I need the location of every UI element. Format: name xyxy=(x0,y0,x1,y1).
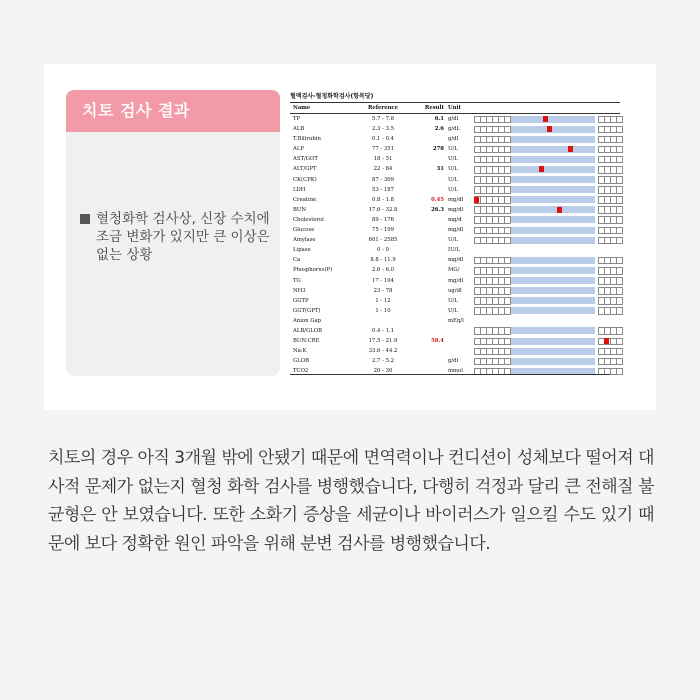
range-cell xyxy=(616,196,623,204)
range-bar xyxy=(474,136,610,143)
range-bar xyxy=(474,116,610,123)
row-unit: U/L xyxy=(448,307,458,314)
range-bar xyxy=(474,206,610,213)
range-cell xyxy=(504,237,511,245)
row-name: GLOB xyxy=(293,358,309,365)
row-result: 2.6 xyxy=(434,126,444,133)
range-cell xyxy=(504,196,511,204)
range-cell xyxy=(616,267,623,275)
row-unit: mg/dl xyxy=(448,257,464,264)
row-reference: 1 - 10 xyxy=(375,307,391,314)
row-reference: 22 - 84 xyxy=(373,166,393,173)
normal-range-band xyxy=(511,307,595,314)
card-title: 치토 검사 결과 xyxy=(66,90,280,132)
row-unit: g/dl xyxy=(448,358,459,365)
report-row xyxy=(290,255,620,265)
square-bullet-icon xyxy=(80,214,90,224)
row-reference: 23 - 78 xyxy=(373,287,393,294)
normal-range-band xyxy=(511,348,595,355)
report-bottom-rule xyxy=(290,374,610,375)
range-cell xyxy=(504,348,511,356)
range-cell xyxy=(504,287,511,295)
range-cell xyxy=(616,227,623,235)
row-name: BUN xyxy=(293,206,306,213)
row-name: T.Bilirubin xyxy=(293,136,321,143)
range-cell xyxy=(616,237,623,245)
row-reference: 0.4 - 1.1 xyxy=(371,327,394,334)
range-cell xyxy=(616,277,623,285)
row-name: Glucose xyxy=(293,227,315,234)
normal-range-band xyxy=(511,277,595,284)
row-unit: U/L xyxy=(448,297,458,304)
normal-range-band xyxy=(511,267,595,274)
row-unit: U/L xyxy=(448,186,458,193)
row-reference: 89 - 176 xyxy=(371,216,394,223)
row-unit: U/L xyxy=(448,156,458,163)
row-unit: U/L xyxy=(448,176,458,183)
row-unit: U/L xyxy=(448,146,458,153)
range-cell xyxy=(616,287,623,295)
range-bar xyxy=(474,237,610,244)
range-cell xyxy=(504,176,511,184)
normal-range-band xyxy=(511,237,595,244)
range-bar xyxy=(474,358,610,365)
range-cell xyxy=(616,206,623,214)
normal-range-band xyxy=(511,206,595,213)
row-reference: 0.1 - 0.4 xyxy=(371,136,394,143)
row-name: TP xyxy=(293,116,301,122)
range-cell xyxy=(504,338,511,346)
report-row xyxy=(290,326,620,336)
result-marker xyxy=(568,146,573,152)
range-cell xyxy=(616,257,623,265)
normal-range-band xyxy=(511,358,595,365)
row-reference: 2.7 - 5.2 xyxy=(371,358,394,365)
report-title: 혈액검사-혈청화학검사(항목당) xyxy=(290,93,374,100)
normal-range-band xyxy=(511,166,595,173)
range-bar xyxy=(474,257,610,264)
range-cell xyxy=(504,186,511,194)
row-reference: 0 - 0 xyxy=(377,247,389,254)
range-bar xyxy=(474,216,610,223)
range-cell xyxy=(616,348,623,356)
header-name: Name xyxy=(293,105,311,111)
normal-range-band xyxy=(511,338,595,345)
normal-range-band xyxy=(511,196,595,203)
normal-range-band xyxy=(511,227,595,234)
normal-range-band xyxy=(511,327,595,334)
range-cell xyxy=(616,126,623,134)
range-bar xyxy=(474,338,610,345)
row-unit: mg/dl xyxy=(448,227,464,234)
row-name: GGTP xyxy=(293,297,309,304)
range-cell xyxy=(616,358,623,366)
row-reference: 18 - 51 xyxy=(373,156,393,163)
range-cell xyxy=(504,227,511,235)
row-result: 58.4 xyxy=(431,338,444,345)
row-unit: ug/dl xyxy=(448,287,462,294)
report-row xyxy=(290,296,620,306)
row-reference: 17 - 104 xyxy=(371,277,394,284)
row-unit: MG/ xyxy=(448,267,460,274)
row-name: ALP xyxy=(293,146,304,153)
row-name: Anion Gap xyxy=(293,317,321,324)
report-row xyxy=(290,114,620,124)
range-bar xyxy=(474,348,610,355)
range-cell xyxy=(504,297,511,305)
row-reference: 601 - 2585 xyxy=(368,237,398,244)
card-summary xyxy=(80,210,272,264)
row-name: BUN:CRE xyxy=(293,338,320,345)
normal-range-band xyxy=(511,136,595,143)
row-name: Lipase xyxy=(293,247,311,254)
range-bar xyxy=(474,287,610,294)
report-row xyxy=(290,124,620,134)
range-bar xyxy=(474,267,610,274)
report-row xyxy=(290,265,620,275)
range-cell xyxy=(504,206,511,214)
row-result: 278 xyxy=(432,146,444,153)
report-row xyxy=(290,144,620,154)
range-cell xyxy=(616,116,623,124)
normal-range-band xyxy=(511,257,595,264)
range-cell xyxy=(616,166,623,174)
row-unit: mg/dl xyxy=(448,196,464,203)
row-name: AST/GOT xyxy=(293,156,318,163)
row-name: LDH xyxy=(293,186,306,193)
row-name: GGT(GPT) xyxy=(293,307,321,314)
report-row xyxy=(290,225,620,235)
report-row xyxy=(290,346,620,356)
result-card xyxy=(66,90,280,376)
report-row xyxy=(290,316,620,326)
range-bar xyxy=(474,176,610,183)
row-reference: 77 - 351 xyxy=(371,146,394,153)
range-cell xyxy=(616,297,623,305)
report-row xyxy=(290,164,620,174)
report-row xyxy=(290,306,620,316)
row-unit: mEq/l xyxy=(448,317,464,324)
range-bar xyxy=(474,156,610,163)
range-cell xyxy=(504,257,511,265)
range-bar xyxy=(474,277,610,284)
range-cell xyxy=(616,338,623,346)
row-name: CK(CPK) xyxy=(293,176,317,183)
header-unit: Unit xyxy=(448,105,461,111)
normal-range-band xyxy=(511,146,595,153)
row-unit: mg/dl xyxy=(448,277,464,284)
report-row xyxy=(290,195,620,205)
report-row xyxy=(290,276,620,286)
normal-range-band xyxy=(511,156,595,163)
range-cell xyxy=(616,176,623,184)
report-header-row xyxy=(290,102,620,114)
row-name: NH3 xyxy=(293,287,306,294)
range-cell xyxy=(616,327,623,335)
range-bar xyxy=(474,307,610,314)
row-reference: 87 - 309 xyxy=(371,176,394,183)
range-bar xyxy=(474,196,610,203)
row-name: ALB/GLOB xyxy=(293,327,323,334)
caption-text: 치토의 경우 아직 3개월 밖에 안됐기 때문에 면역력이나 컨디션이 성체보다 떨어져 대사적 문제가 없는지 혈청 화학 검사를 병행했습니다, 다행히 걱정과 달리 큰 전해질 불균형은 안 보였습니다. 또한 소화기 증상을 세균이나 바이러스가 일으킬 수도 있기 때문에 보다 정확한 원인 파악을 위해 분변 검사를 병행했습니다. xyxy=(48,448,654,554)
row-name: Amylase xyxy=(293,237,316,244)
range-cell xyxy=(504,166,511,174)
result-marker xyxy=(604,338,609,344)
range-cell xyxy=(504,358,511,366)
normal-range-band xyxy=(511,186,595,193)
row-reference: 5.7 - 7.8 xyxy=(371,116,394,122)
range-cell xyxy=(616,146,623,154)
report-row xyxy=(290,175,620,185)
row-name: ALT/GPT xyxy=(293,166,317,173)
row-unit: g/dl xyxy=(448,136,459,143)
row-unit: g/dl xyxy=(448,116,459,122)
result-marker xyxy=(474,197,479,203)
row-name: Cholesterol xyxy=(293,216,324,223)
range-cell xyxy=(616,368,623,376)
row-reference: 0.8 - 1.8 xyxy=(371,196,394,203)
card-summary-text: 혈청화학 검사상, 신장 수치에 조금 변화가 있지만 큰 이상은 없는 상황 xyxy=(96,211,270,263)
row-reference: 33.6 - 44.2 xyxy=(368,348,398,355)
row-unit: U/L xyxy=(448,237,458,244)
range-cell xyxy=(504,277,511,285)
normal-range-band xyxy=(511,116,595,123)
report-row xyxy=(290,185,620,195)
report-row xyxy=(290,154,620,164)
row-reference: 1 - 12 xyxy=(375,297,391,304)
normal-range-band xyxy=(511,176,595,183)
row-result: 31 xyxy=(436,166,444,173)
range-cell xyxy=(616,156,623,164)
range-bar xyxy=(474,166,610,173)
row-unit: mg/dl xyxy=(448,206,464,213)
result-marker xyxy=(539,166,544,172)
row-name: ALB xyxy=(293,126,305,133)
row-unit: IU/L xyxy=(448,247,460,254)
report-rows xyxy=(290,114,620,376)
range-bar xyxy=(474,297,610,304)
row-name: Ca xyxy=(293,257,301,264)
lab-report xyxy=(290,92,620,376)
result-marker xyxy=(547,126,552,132)
row-unit: U/L xyxy=(448,166,458,173)
normal-range-band xyxy=(511,287,595,294)
range-bar xyxy=(474,227,610,234)
result-marker xyxy=(557,207,562,213)
range-bar xyxy=(474,146,610,153)
range-cell xyxy=(504,136,511,144)
header-reference: Reference xyxy=(367,105,399,111)
row-result: 26.3 xyxy=(431,206,444,213)
normal-range-band xyxy=(511,126,595,133)
row-name: Creatine xyxy=(293,196,317,203)
report-row xyxy=(290,215,620,225)
normal-range-band xyxy=(511,297,595,304)
row-name: Na:K xyxy=(293,348,307,355)
report-row xyxy=(290,205,620,215)
row-reference: 17.5 - 21.9 xyxy=(368,338,398,345)
range-cell xyxy=(616,186,623,194)
row-name: TG xyxy=(293,277,301,284)
report-row xyxy=(290,235,620,245)
range-cell xyxy=(504,307,511,315)
report-row xyxy=(290,356,620,366)
row-name: Phosphorus(P) xyxy=(293,267,333,274)
range-cell xyxy=(616,136,623,144)
range-cell xyxy=(504,126,511,134)
row-unit: mmol xyxy=(448,368,463,375)
report-row xyxy=(290,336,620,346)
report-row xyxy=(290,134,620,144)
row-reference: 75 - 199 xyxy=(371,227,394,234)
row-result: 0.45 xyxy=(431,196,444,203)
row-reference: 53 - 187 xyxy=(371,186,394,193)
range-cell xyxy=(504,327,511,335)
row-reference: 20 - 30 xyxy=(373,368,393,375)
range-bar xyxy=(474,126,610,133)
range-cell xyxy=(504,216,511,224)
range-cell xyxy=(504,116,511,124)
range-cell xyxy=(504,156,511,164)
range-cell xyxy=(504,267,511,275)
normal-range-band xyxy=(511,216,595,223)
range-cell xyxy=(616,216,623,224)
row-unit: mg/d xyxy=(448,216,462,223)
header-result: Result xyxy=(424,105,444,111)
range-cell xyxy=(616,307,623,315)
row-reference: 8.8 - 11.9 xyxy=(370,257,396,264)
row-result: 6.1 xyxy=(434,116,444,122)
range-cell xyxy=(504,146,511,154)
report-row xyxy=(290,245,620,255)
result-marker xyxy=(543,116,548,122)
row-reference: 2.3 - 3.5 xyxy=(371,126,394,133)
row-reference: 17.6 - 32.8 xyxy=(368,206,398,213)
row-unit: g/dL xyxy=(448,126,461,133)
range-bar xyxy=(474,186,610,193)
report-row xyxy=(290,286,620,296)
row-name: TCO2 xyxy=(293,368,309,375)
range-bar xyxy=(474,327,610,334)
row-reference: 2.6 - 6.0 xyxy=(371,267,394,274)
